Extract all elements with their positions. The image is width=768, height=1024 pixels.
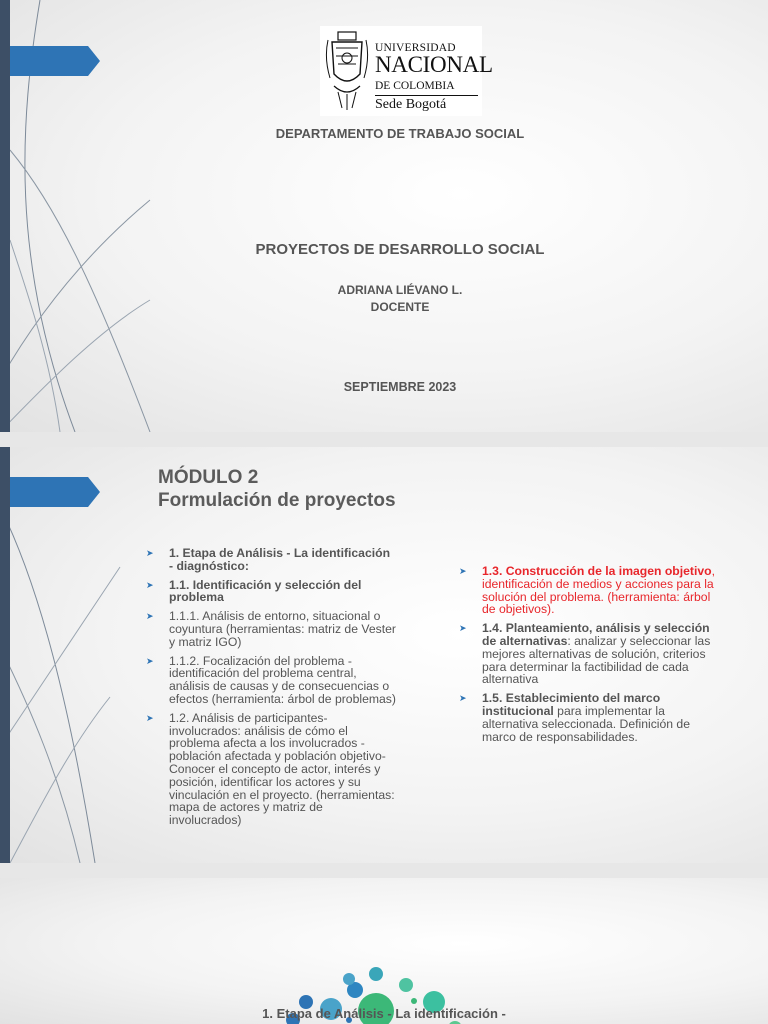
module-slide: [0, 447, 768, 863]
item-text: 1.2. Análisis de participantes- involucrados: análisis de cómo el problema afecta a los involucrados - población afectada y población objetivo- Conocer el concepto de actor, interés y posición, identificar los actores y su vinculación en el proyecto. (herramientas: mapa de actores y matriz de involucrados): [169, 710, 395, 828]
item-text: para implementar la alternativa seleccionada. Definición de marco de responsabilidades.: [482, 703, 690, 744]
item-text: 1.1.1. Análisis de entorno, situacional o coyuntura (herramientas: matriz de Vester y matriz IGO): [169, 609, 396, 649]
item-text: , identificación de medios y acciones para la solución del problema. (herramienta: árbol de objetivos).: [482, 564, 715, 617]
arrow-bullet-icon: ➤: [146, 548, 154, 558]
slide-separator: [0, 863, 768, 878]
university-crest-icon: [324, 28, 370, 112]
accent-arrow-tab: [10, 477, 100, 507]
arrow-bullet-icon: ➤: [459, 566, 467, 576]
item-heading: 1.4. Planteamiento, análisis y selección de alternativas: [482, 621, 710, 648]
arrow-bullet-icon: ➤: [146, 579, 154, 590]
list-item: [146, 579, 396, 605]
list-item: [459, 692, 721, 743]
right-column: [459, 565, 721, 749]
arrow-bullet-icon: ➤: [459, 693, 467, 704]
accent-arrow-tab: [10, 46, 100, 76]
author-role: DOCENTE: [370, 300, 430, 314]
list-item: [459, 565, 721, 616]
list-item: [146, 712, 396, 827]
arrow-bullet-icon: ➤: [146, 712, 154, 723]
university-logo: [320, 26, 493, 116]
arrow-bullet-icon: ➤: [146, 655, 154, 666]
logo-line-nacional: NACIONAL: [375, 52, 493, 77]
left-column: [146, 547, 396, 833]
item-heading: 1.5. Establecimiento del marco institucional: [482, 691, 661, 718]
logo-line-sede: Sede Bogotá: [375, 97, 447, 112]
course-title: PROYECTOS DE DESARROLLO SOCIAL: [255, 241, 545, 258]
item-heading: 1.3. Construcción de la imagen objetivo: [482, 564, 712, 578]
arrow-bullet-icon: ➤: [459, 623, 467, 634]
arrow-bullet-icon: ➤: [146, 611, 154, 622]
item-text: : analizar y seleccionar las mejores alternativas de solución, criterios para determinar la factibilidad de cada alternativa: [482, 633, 711, 687]
list-item: [146, 547, 396, 573]
logo-line-colombia: DE COLOMBIA: [375, 80, 455, 92]
list-item: [146, 655, 396, 706]
item-text: 1.1.2. Focalización del problema - identificación del problema central, análisis de causas y de consecuencias o efectos (herramienta: árbol de problemas): [169, 653, 396, 706]
left-accent-bar: [0, 447, 10, 863]
left-accent-bar: [0, 0, 10, 432]
stage-title: 1. Etapa de Análisis - La identificación -: [262, 1006, 506, 1021]
department-name: DEPARTAMENTO DE TRABAJO SOCIAL: [275, 126, 525, 141]
list-item: [459, 622, 721, 686]
title-slide: [0, 0, 768, 432]
item-heading: 1. Etapa de Análisis - La identificación - diagnóstico:: [169, 546, 391, 573]
author-name: ADRIANA LIÉVANO L.: [337, 283, 463, 297]
module-title: MÓDULO 2: [158, 467, 259, 488]
stage-slide: [0, 878, 768, 1024]
list-item: [146, 610, 396, 648]
presentation-date: SEPTIEMBRE 2023: [343, 380, 457, 394]
module-subtitle: Formulación de proyectos: [158, 490, 396, 511]
item-heading: 1.1. Identificación y selección del problema: [169, 577, 362, 605]
logo-line-universidad: UNIVERSIDAD: [375, 42, 456, 54]
logo-divider: [375, 95, 478, 96]
slide-separator: [0, 432, 768, 447]
